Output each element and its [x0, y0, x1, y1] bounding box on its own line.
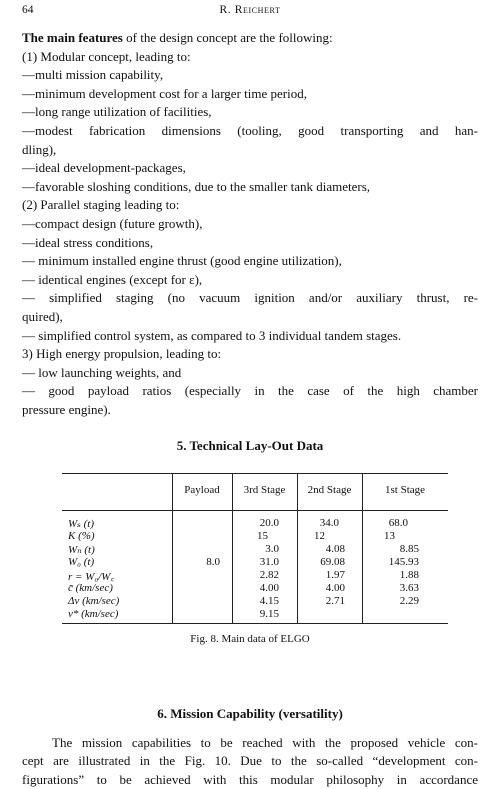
- cell-1st-stage: 8.85: [399, 543, 419, 555]
- table-rule-bottom: [62, 623, 448, 624]
- mission-paragraph: [22, 734, 478, 789]
- row-label: K (%): [68, 530, 95, 542]
- feature-line: — simplified control system, as compared to 3 individual tandem stages.: [22, 327, 402, 343]
- data-table: [62, 473, 448, 623]
- feature-line: —ideal development-packages,: [22, 160, 186, 176]
- row-label: W₀ (t): [68, 556, 95, 568]
- row-label: Wₛ (t): [68, 518, 95, 530]
- table-rule-top: [62, 473, 448, 474]
- feature-line: (1) Modular concept, leading to:: [22, 48, 191, 64]
- page-number: 64: [22, 4, 34, 16]
- cell-1st-stage: 68.0: [388, 517, 408, 529]
- feature-line: —long range utilization of facilities,: [22, 104, 212, 120]
- feature-line: —modest fabrication dimensions (tooling, good transporting and han-: [22, 122, 478, 138]
- cell-2nd-stage: 2.71: [325, 595, 345, 607]
- cell-2nd-stage: 1.97: [325, 569, 345, 581]
- running-head: R. Reichert: [219, 4, 281, 16]
- feature-line: — good payload ratios (especially in the case of the high chamber: [22, 383, 478, 399]
- row-label: Δv (km/sec): [68, 595, 120, 607]
- cell-3rd-stage: 3.0: [265, 543, 279, 555]
- feature-line: —ideal stress conditions,: [22, 234, 154, 250]
- intro-line: [22, 29, 478, 48]
- cell-2nd-stage: 69.08: [320, 556, 345, 568]
- cell-2nd-stage: 4.00: [325, 582, 345, 594]
- feature-line: — minimum installed engine thrust (good engine utilization),: [22, 253, 342, 269]
- feature-line: dling),: [22, 141, 57, 157]
- row-label: c̄ (km/sec): [68, 582, 113, 594]
- cell-1st-stage: 2.29: [399, 595, 419, 607]
- figure-caption: Fig. 8. Main data of ELGO: [190, 633, 310, 645]
- feature-line: —multi mission capability,: [22, 67, 164, 83]
- cell-1st-stage: 13: [384, 530, 395, 542]
- table-rule-header: [62, 510, 448, 511]
- intro-bold: The main features: [22, 30, 123, 45]
- cell-3rd-stage: 20.0: [259, 517, 279, 529]
- cell-3rd-stage: 31.0: [259, 556, 279, 568]
- intro-rest: of the design concept are the following:: [122, 30, 333, 45]
- cell-2nd-stage: 4.08: [325, 543, 345, 555]
- cell-3rd-stage: 2.82: [259, 569, 279, 581]
- section-6-title: 6. Mission Capability (versatility): [157, 706, 343, 721]
- row-label: v* (km/sec): [68, 608, 119, 620]
- row-label: Wₙ (t): [68, 544, 95, 556]
- feature-line: — simplified staging (no vacuum ignition and/or auxiliary thrust, re-: [22, 290, 478, 306]
- feature-line: —compact design (future growth),: [22, 215, 203, 231]
- payload-value: 8.0: [206, 556, 220, 568]
- paragraph-line: The mission capabilities to be reached with the proposed vehicle con-: [52, 735, 478, 750]
- cell-2nd-stage: 12: [314, 530, 325, 542]
- cell-2nd-stage: 34.0: [319, 517, 339, 529]
- paragraph-line: cept are illustrated in the Fig. 10. Due to the so-called “development con-: [22, 753, 478, 769]
- feature-line: quired),: [22, 308, 63, 324]
- feature-line: 3) High energy propulsion, leading to:: [22, 346, 222, 362]
- feature-line: — identical engines (except for ε),: [22, 271, 203, 287]
- cell-3rd-stage: 9.15: [259, 608, 279, 620]
- feature-line: (2) Parallel staging leading to:: [22, 197, 180, 213]
- page-header: [22, 4, 478, 20]
- cell-3rd-stage: 4.00: [259, 582, 279, 594]
- section-5-title: 5. Technical Lay-Out Data: [176, 438, 324, 453]
- feature-line: —favorable sloshing conditions, due to the smaller tank diameters,: [22, 178, 371, 194]
- col-header-payload: Payload: [184, 484, 220, 496]
- col-header-3rd-stage: 3rd Stage: [243, 484, 286, 496]
- col-header-2nd-stage: 2nd Stage: [307, 484, 352, 496]
- cell-1st-stage: 3.63: [399, 582, 419, 594]
- col-header-1st-stage: 1st Stage: [384, 484, 426, 496]
- feature-line: — low launching weights, and: [22, 364, 182, 380]
- cell-3rd-stage: 4.15: [259, 595, 279, 607]
- paragraph-line: figurations” to be achieved with this modular philosophy in accordance: [22, 771, 478, 787]
- feature-list: [22, 29, 478, 419]
- cell-1st-stage: 145.93: [388, 556, 419, 568]
- cell-3rd-stage: 15: [257, 530, 268, 542]
- row-label: r = W₀/W꜀: [68, 571, 115, 583]
- cell-1st-stage: 1.88: [399, 569, 419, 581]
- feature-line: —minimum development cost for a larger time period,: [22, 85, 307, 101]
- feature-line: pressure engine).: [22, 401, 111, 417]
